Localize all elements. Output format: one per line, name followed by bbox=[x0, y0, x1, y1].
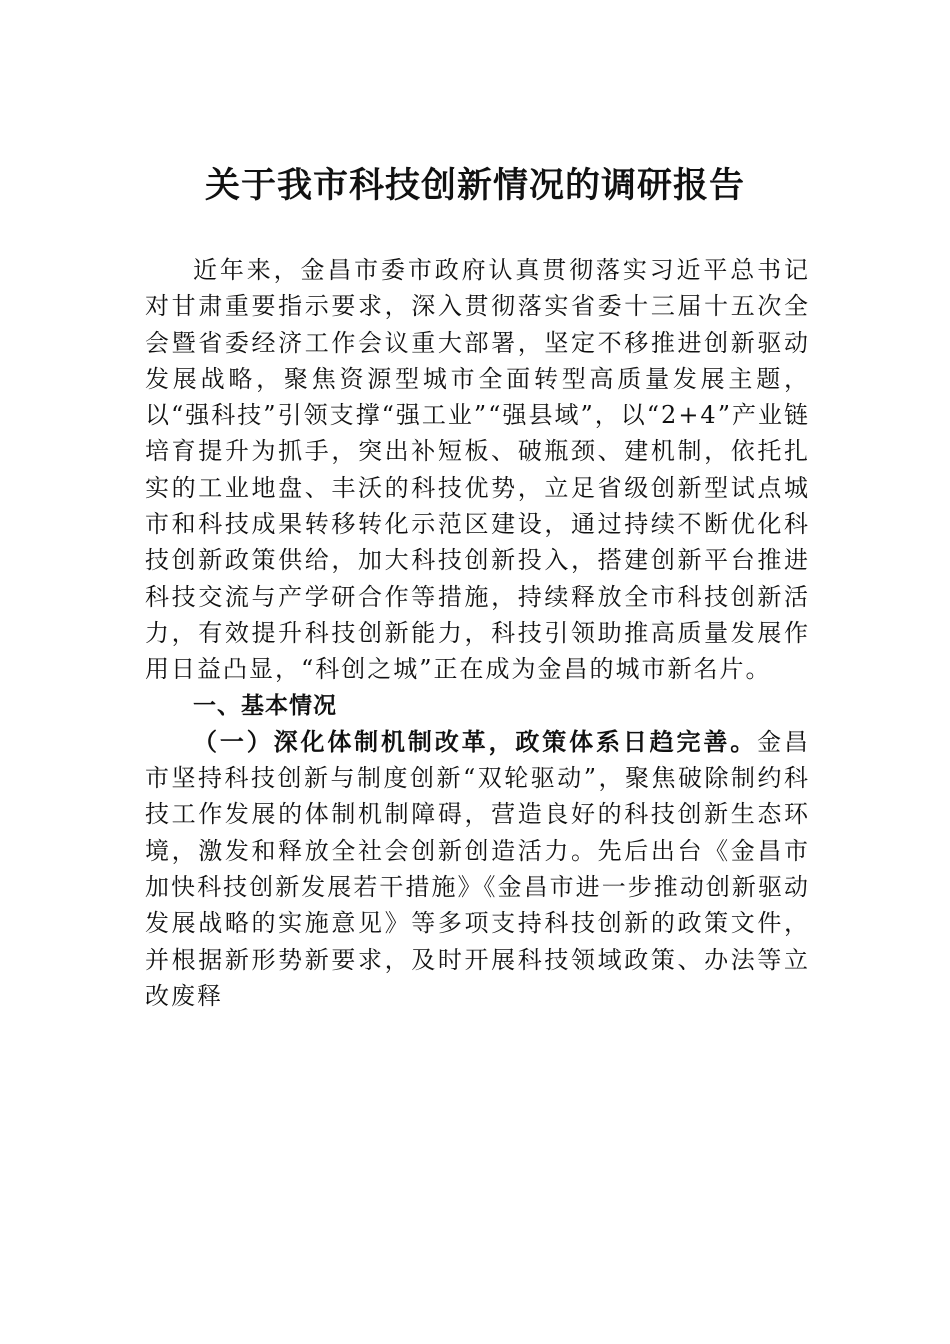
section-heading-basic-situation: 一、基本情况 bbox=[193, 692, 337, 719]
subsection-body: 金昌市坚持科技创新与制度创新“双轮驱动”，聚焦破除制约科技工作发展的体制机制障碍，营造良好的科技创新生态环境，激发和释放全社会创新创造活力。先后出台《金昌市加快科技创新发展若干措施》《金昌市进一步推动创新驱动发展战略的实施意见》等多项支持科技创新的政策文件，并根据新形势新要求，及时开展科技领域政策、办法等立改废释 bbox=[145, 727, 811, 1010]
subsection-paragraph bbox=[145, 724, 810, 1014]
document-title: 关于我市科技创新情况的调研报告 bbox=[204, 165, 745, 206]
document-body bbox=[145, 252, 810, 1014]
subsection-lead: （一）深化体制机制改革，政策体系日趋完善。 bbox=[193, 726, 758, 756]
intro-paragraph: 近年来，金昌市委市政府认真贯彻落实习近平总书记对甘肃重要指示要求，深入贯彻落实省委十三届十五次全会暨省委经济工作会议重大部署，坚定不移推进创新驱动发展战略，聚焦资源型城市全面转型高质量发展主题，以“强科技”引领支撑“强工业”“强县域”，以“2+4”产业链培育提升为抓手，突出补短板、破瓶颈、建机制，依托扎实的工业地盘、丰沃的科技优势，立足省级创新型试点城市和科技成果转移转化示范区建设，通过持续不断优化科技创新政策供给，加大科技创新投入，搭建创新平台推进科技交流与产学研合作等措施，持续释放全市科技创新活力，有效提升科技创新能力，科技引领助推高质量发展作用日益凸显，“科创之城”正在成为金昌的城市新名片。 bbox=[145, 256, 810, 684]
